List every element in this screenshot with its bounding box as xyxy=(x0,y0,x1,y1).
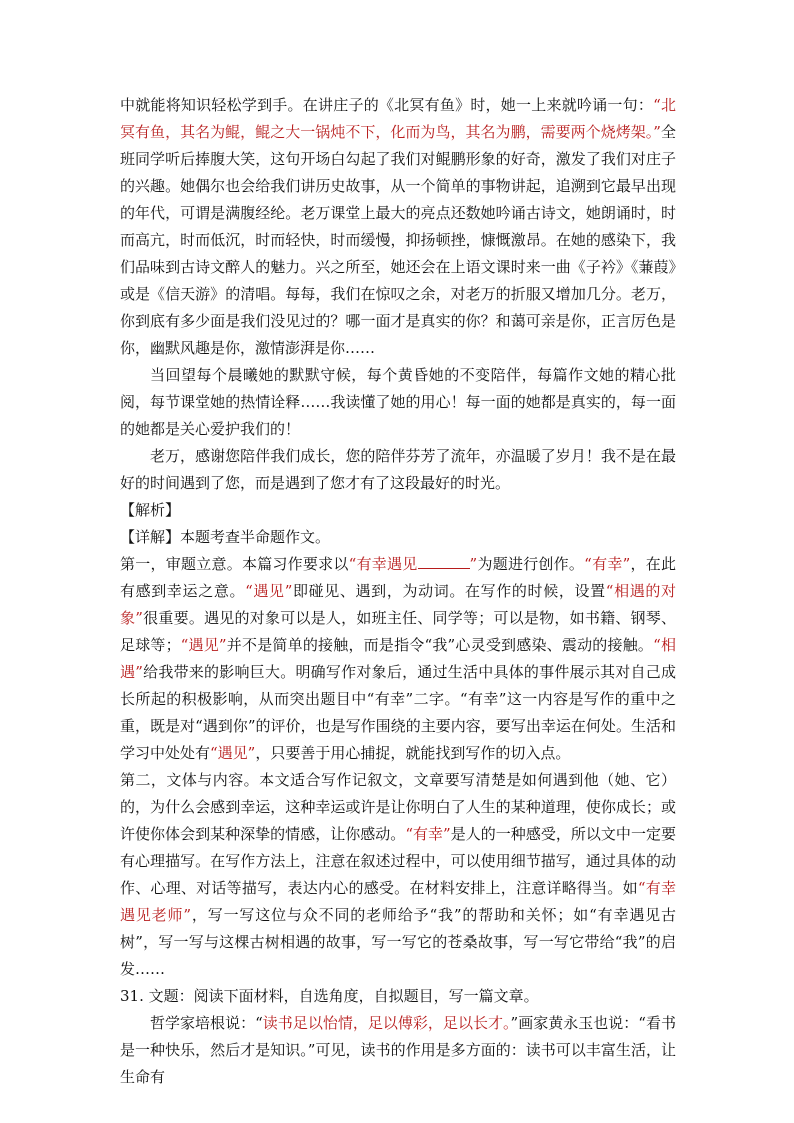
text-run: 中就能将知识轻松学到手。在讲庄子的《北冥有鱼》时，她一上来就吟诵一句： xyxy=(120,96,654,114)
detail-intro: 本题考查半命题作文。 xyxy=(180,528,331,546)
question-31-material xyxy=(120,1010,676,1091)
text-run: ，写一写这位与众不同的老师给予“我”的帮助和关怀；如“有幸遇见古树”，写一写与这棵古树相遇的故事，写一写它的苍桑故事，写一写它带给“我”的启发…… xyxy=(120,906,676,978)
essay-paragraph-1 xyxy=(120,92,676,362)
essay-paragraph-3: 老万，感谢您陪伴我们成长，您的陪伴芬芳了流年，亦温暖了岁月！我不是在最好的时间遇到了您，而是遇到了您才有了这段最好的时光。 xyxy=(120,447,676,492)
highlighted-text: “遇见” xyxy=(245,582,293,600)
highlighted-text: ” xyxy=(469,555,478,573)
highlighted-text: 读书足以怡情，足以傅彩，足以长才。 xyxy=(262,1014,511,1032)
highlighted-text: “遇见” xyxy=(180,636,227,654)
analysis-first-point xyxy=(120,551,676,767)
essay-paragraph-2: 当回望每个晨曦她的默默守候，每个黄昏她的不变陪伴，每篇作文她的精心批阅，每节课堂她的热情诠释……我读懂了她的用心！每一面的她都是真实的，每一面的她都是关心爱护我们的！ xyxy=(120,366,676,438)
text-run: ”画家黄永玉也说：“看书是一种快乐，然后才是知识。”可见，读书的作用是多方面的：读书可以丰富生活，让生命有 xyxy=(120,1014,676,1086)
analysis-detail xyxy=(120,524,676,551)
text-run: ，只要善于用心捕捉，就能找到写作的切入点。 xyxy=(255,744,571,762)
highlighted-text: “相遇的对象” xyxy=(120,582,676,627)
text-run: 全班同学听后捧腹大笑，这句开场白勾起了我们对鲲鹏形象的好奇，激发了我们对庄子的兴趣。她偶尔也会给我们讲历史故事，从一个简单的事物讲起，追溯到它最早出现的年代，可谓是满腹经纶。老万课堂上最大的亮点还数她吟诵古诗文，她朗诵时，时而高亢，时而低沉，时而轻快，时而缓慢，抑扬顿挫，慷慨激昂。在她的感染下，我们品味到古诗文醉人的魅力。兴之所至，她还会在上语文课时来一曲《子衿》《蒹葭》或是《信天游》的清唱。每每，我们在惊叹之余，对老万的折服又增加几分。老万，你到底有多少面是我们没见过的？哪一面才是真实的你？和蔼可亲是你，正言厉色是你，幽默风趣是你，激情澎湃是你…… xyxy=(120,123,676,357)
detail-label: 【详解】 xyxy=(120,528,181,546)
highlighted-text: “相遇” xyxy=(120,636,677,681)
text-run: 第二，文体与内容。本文适合写作记叙文，文章要写清楚是如何遇到他（她、它）的，为什么会感到幸运，这种幸运或许是让你明白了人生的某种道理，使你成长；或许使你体会到某种深挚的情感，让你感动。 xyxy=(120,771,676,843)
analysis-heading: 【解析】 xyxy=(120,501,181,519)
highlighted-text: “有幸遇见老师” xyxy=(120,879,676,924)
text-run: 第一，审题立意。本篇习作要求以 xyxy=(120,555,349,573)
text-run: 是人的一种感受，所以文中一定要有心理描写。在写作方法上，注意在叙述过程中，可以使用细节描写，通过具体的动作、心理、对话等描写，表达内心的感受。在材料安排上，注意详略得当。如 xyxy=(120,825,676,897)
text-run: 为题进行创作。 xyxy=(477,555,585,573)
highlighted-text: “有幸” xyxy=(584,555,631,573)
highlighted-text: “北冥有鱼，其名为鲲，鲲之大一锅炖不下，化而为鸟，其名为鹏，需要两个烧烤架。” xyxy=(120,96,676,141)
text-run: 哲学家培根说：“ xyxy=(150,1014,263,1032)
text-run: 即碰见、遇到，为动词。在写作的时候，设置 xyxy=(292,582,606,600)
text-run: 很重要。遇见的对象可以是人，如班主任、同学等；可以是物，如书籍、钢琴、足球等； xyxy=(120,609,676,654)
document-page xyxy=(120,92,676,1091)
text-run: ，在此有感到幸运之意。 xyxy=(120,555,676,600)
highlighted-text: “有幸遇见 xyxy=(348,555,418,573)
text-run: 给我带来的影响巨大。明确写作对象后，通过生活中具体的事件展示其对自己成长所起的积极影响，从而突出题目中“有幸”二字。“有幸”这一内容是写作的重中之重，既是对“遇到你”的评价，也是写作围绕的主要内容，要写出幸运在何处。生活和学习中处处有 xyxy=(120,663,676,762)
title-blank xyxy=(418,554,470,569)
highlighted-text: “遇见” xyxy=(210,744,256,762)
analysis-second-point xyxy=(120,767,676,983)
question-31-title: 31. 文题：阅读下面材料，自选角度，自拟题目，写一篇文章。 xyxy=(120,987,539,1005)
text-run: 并不是简单的接触，而是指令“我”心灵受到感染、震动的接触。 xyxy=(226,636,654,654)
highlighted-text: “有幸” xyxy=(405,825,451,843)
